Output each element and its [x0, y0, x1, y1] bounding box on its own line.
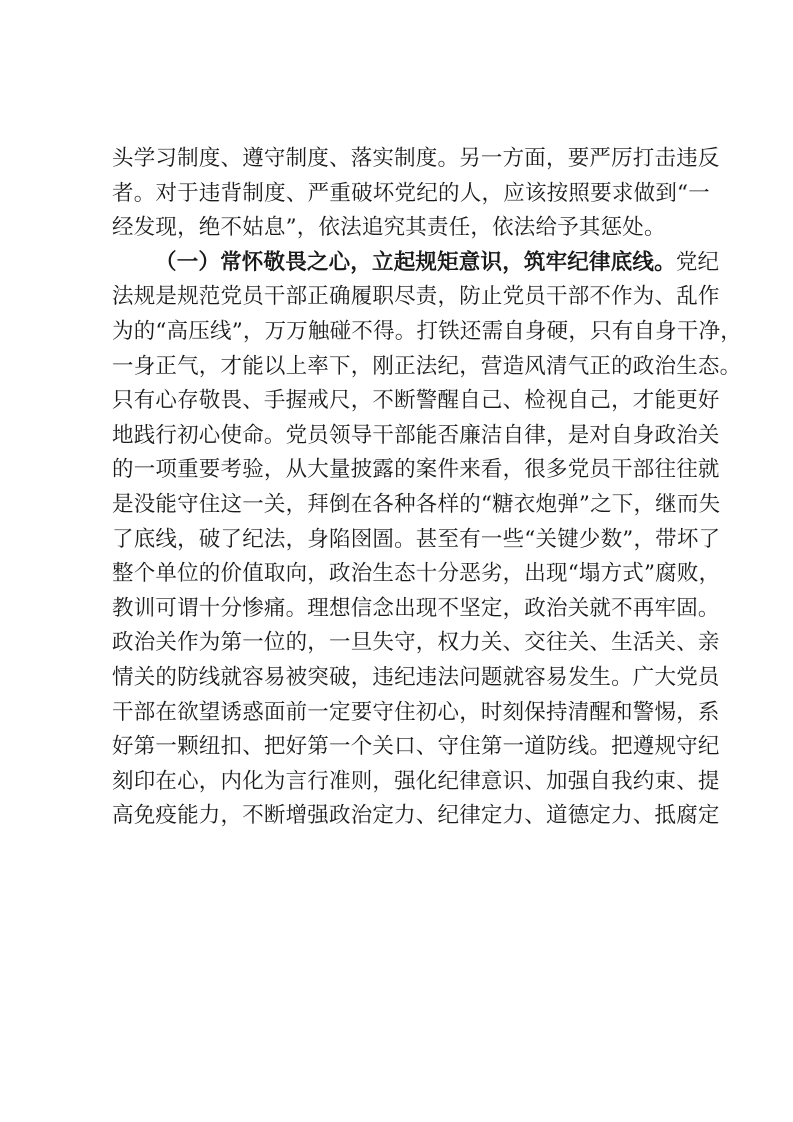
text-line: 法规是规范党员干部正确履职尽责，防止党员干部不作为、乱作 [112, 284, 720, 310]
section-heading: （一）常怀敬畏之心，立起规矩意识，筑牢纪律底线。 [155, 249, 676, 275]
text-line: 政治关作为第一位的，一旦失守，权力关、交往关、生活关、亲 [112, 630, 720, 656]
text-line: 干部在欲望诱惑面前一定要守住初心，时刻保持清醒和警惕，系 [112, 699, 720, 725]
text-line: 者。对于违背制度、严重破坏党纪的人，应该按照要求做到“一 [112, 180, 710, 206]
text-line: 高免疫能力，不断增强政治定力、纪律定力、道德定力、抵腐定 [112, 803, 720, 829]
body-text [112, 142, 742, 834]
text-line: 教训可谓十分惨痛。理想信念出现不坚定，政治关就不再牢固。 [112, 595, 720, 621]
text-line: 为的“高压线”，万万触碰不得。打铁还需自身硬，只有自身干净， [112, 318, 742, 344]
section-heading-line [112, 246, 720, 281]
text-line: 好第一颗纽扣、把好第一个关口、守住第一道防线。把遵规守纪 [112, 734, 720, 760]
text-line: 一身正气，才能以上率下，刚正法纪，营造风清气正的政治生态。 [112, 353, 742, 379]
text-line: 地践行初心使命。党员领导干部能否廉洁自律，是对自身政治关 [112, 422, 720, 448]
text-line: 整个单位的价值取向，政治生态十分恶劣，出现“塌方式”腐败， [112, 561, 721, 587]
text-line: 是没能守住这一关，拜倒在各种各样的“糖衣炮弹”之下，继而失 [112, 491, 721, 517]
text-line: 了底线，破了纪法，身陷囹圄。甚至有一些“关键少数”，带坏了 [112, 526, 721, 552]
text-line: 情关的防线就容易被突破，违纪违法问题就容易发生。广大党员 [112, 664, 720, 690]
text-line: 的一项重要考验，从大量披露的案件来看，很多党员干部往往就 [112, 457, 720, 483]
text-line: 刻印在心，内化为言行准则，强化纪律意识、加强自我约束、提 [112, 768, 720, 794]
text-line: 经发现，绝不姑息”，依法追究其责任，依法给予其惩处。 [112, 215, 666, 241]
heading-continuation: 党纪 [675, 249, 720, 275]
text-line: 头学习制度、遵守制度、落实制度。另一方面，要严厉打击违反 [112, 146, 720, 171]
text-line: 只有心存敬畏、手握戒尺，不断警醒自己、检视自己，才能更好 [112, 388, 720, 414]
